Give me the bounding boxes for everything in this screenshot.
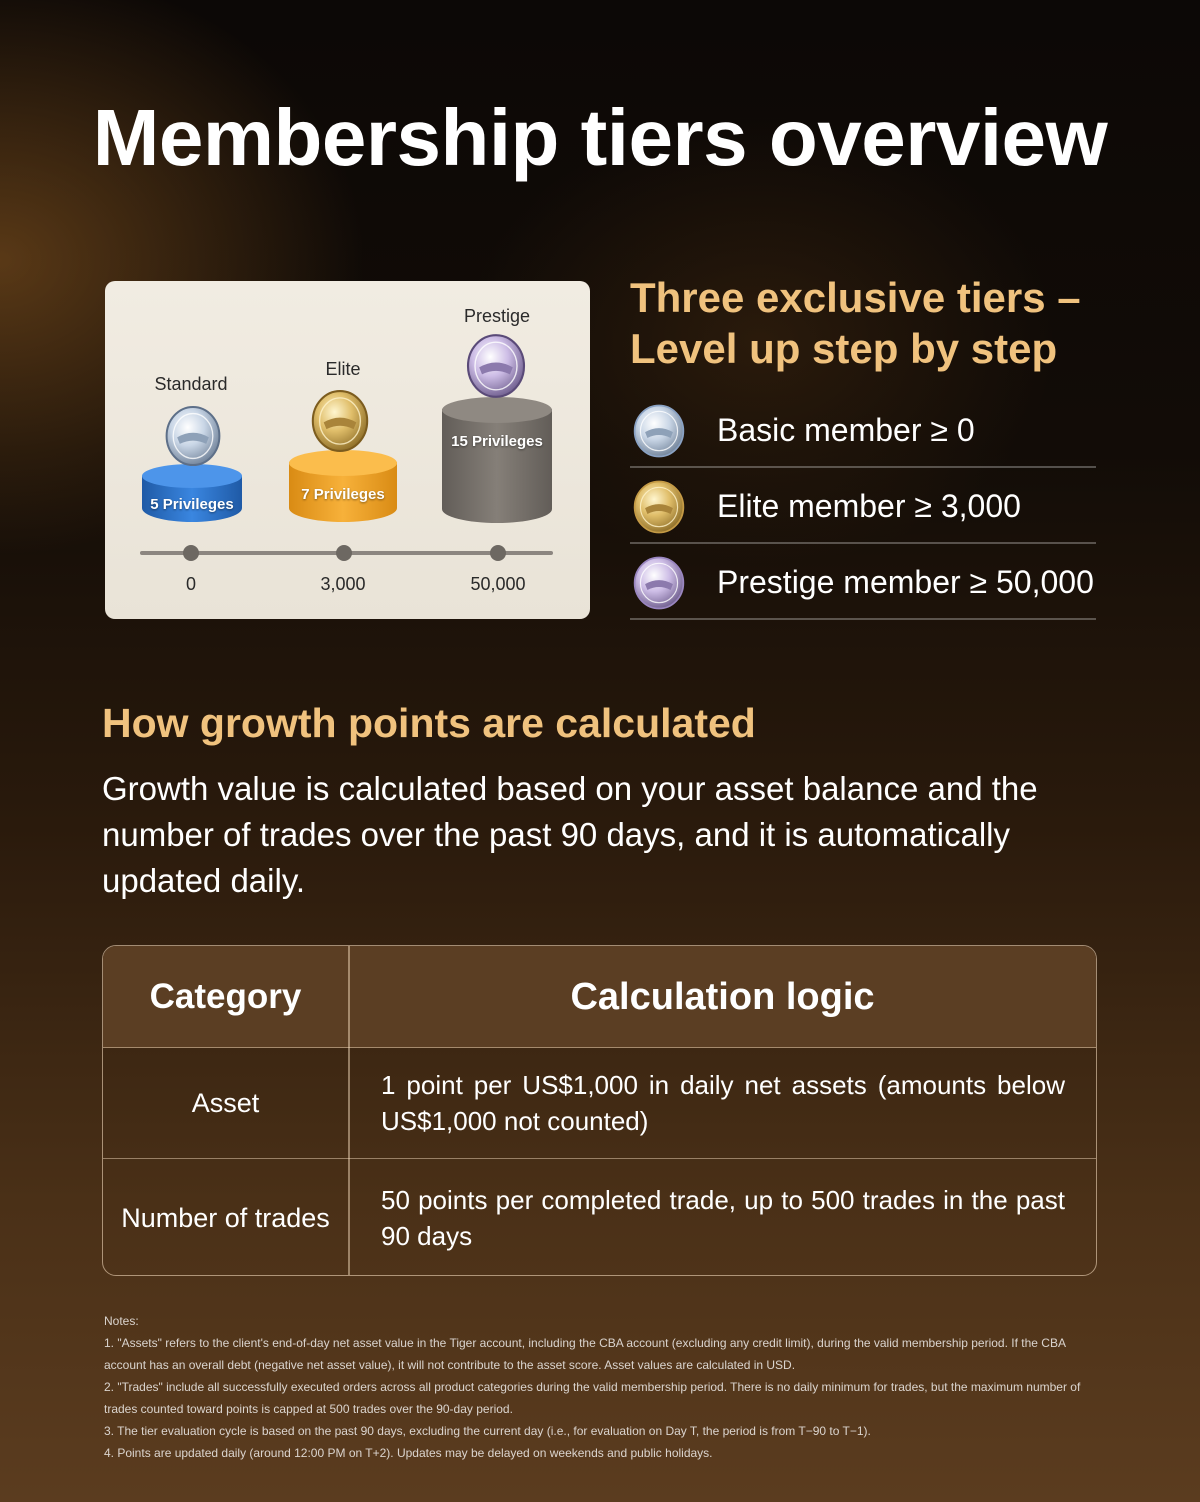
note-item: 2. "Trades" include all successfully executed orders across all product categories during the valid membership period. There is no daily minimum for trades, but the maximum number of trades counted toward points is capped at 500 trades over the 90-day period. — [104, 1380, 1081, 1416]
column-divider — [348, 946, 350, 1275]
scale-marker — [490, 545, 506, 561]
table-row — [103, 1159, 1096, 1276]
pedestal-prestige — [442, 397, 552, 525]
tier-label-prestige: Prestige member ≥ 50,000 — [717, 564, 1094, 600]
row-logic: 1 point per US$1,000 in daily net assets (amounts below US$1,000 not counted) — [381, 1070, 1065, 1136]
platinum-coin-icon — [630, 554, 688, 612]
note-item: 3. The tier evaluation cycle is based on the past 90 days, excluding the current day (i.e., for evaluation on Day T, the period is from T−90 to T−1). — [104, 1424, 871, 1438]
notes — [104, 1310, 1104, 1464]
tier-row-elite — [630, 468, 1096, 544]
tier-row-basic — [630, 392, 1096, 468]
scale-marker — [183, 545, 199, 561]
tier-label-prestige: Prestige — [463, 306, 531, 326]
table-row — [103, 1048, 1096, 1159]
tier-label-standard: Standard — [154, 374, 228, 394]
silver-coin-icon — [630, 402, 688, 460]
header-calculation-logic: Calculation logic — [570, 975, 875, 1018]
gold-coin-icon — [630, 478, 688, 536]
scale-marker — [336, 545, 352, 561]
tier-label-elite: Elite member ≥ 3,000 — [717, 488, 1021, 524]
row-logic: 50 points per completed trade, up to 500 trades in the past 90 days — [381, 1185, 1065, 1251]
threshold-value: 0 — [185, 574, 196, 594]
privileges-standard: 5 Privileges — [150, 496, 234, 513]
privileges-elite: 7 Privileges — [301, 486, 385, 503]
tiers-heading-line1: Three exclusive tiers – — [630, 274, 1081, 321]
row-category: Asset — [191, 1087, 260, 1118]
privileges-prestige: 15 Privileges — [451, 433, 543, 450]
gold-coin-icon — [305, 387, 375, 455]
tier-label-basic: Basic member ≥ 0 — [717, 412, 975, 448]
tier-label-elite: Elite — [325, 359, 361, 379]
tier-illustration — [105, 281, 590, 619]
growth-description: Growth value is calculated based on your asset balance and the number of trades over the past 90 days, and it is automatically updated daily. — [102, 770, 1038, 899]
threshold-value: 3,000 — [320, 574, 366, 594]
tiers-heading — [630, 272, 1150, 374]
tiers-heading-line2: Level up step by step — [630, 325, 1058, 372]
platinum-coin-icon — [460, 331, 532, 401]
pedestal-elite — [289, 450, 397, 524]
page-title: Membership tiers overview — [92, 93, 1108, 182]
threshold-value: 50,000 — [470, 574, 526, 594]
pedestal-standard — [142, 464, 242, 524]
table-header-row — [103, 946, 1096, 1048]
note-item: 1. "Assets" refers to the client's end-of-day net asset value in the Tiger account, including the CBA account (excluding any credit limit), during the valid membership period. If the CBA account has an overall debt (negative net asset value), it will not contribute to the asset score. Asset values are calculated in USD. — [104, 1336, 1066, 1372]
notes-label: Notes: — [104, 1314, 139, 1328]
header-category: Category — [149, 977, 302, 1016]
row-category: Number of trades — [121, 1202, 330, 1233]
calculation-table — [102, 945, 1097, 1276]
tier-row-prestige — [630, 544, 1096, 620]
silver-coin-icon — [159, 403, 227, 469]
growth-heading: How growth points are calculated — [102, 700, 756, 746]
note-item: 4. Points are updated daily (around 12:00 PM on T+2). Updates may be delayed on weekends and public holidays. — [104, 1446, 713, 1460]
